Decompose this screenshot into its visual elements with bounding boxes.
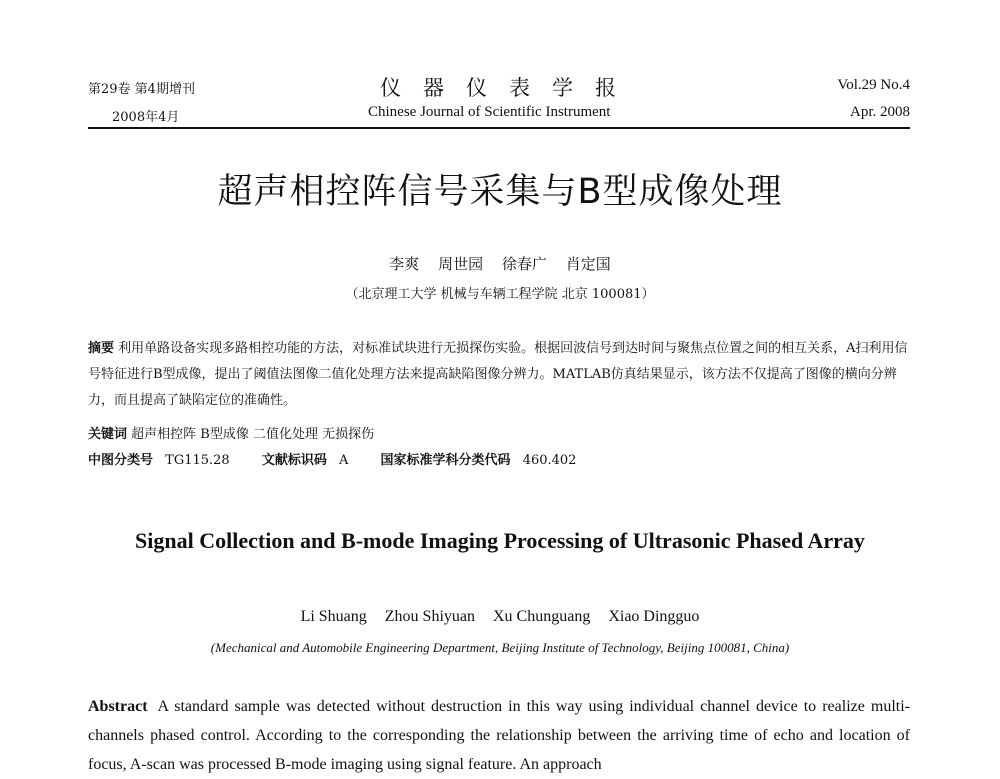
author-en: Zhou Shiyuan	[384, 608, 475, 625]
abstract-en-text: A standard sample was detected without destruction in this way using individual channel device to realize multi-channels phased control. According to the corresponding the relationship between the arriving time of echo and location of focus, A-scan was processed B-mode imaging using signal feature. An approach	[88, 698, 910, 773]
abstract-en	[88, 692, 910, 779]
classification-cn	[88, 448, 910, 474]
volume-issue-cn: 第29卷 第4期增刊	[88, 82, 195, 97]
date-en: Apr. 2008	[850, 104, 910, 120]
std-code-value: 460.402	[522, 453, 577, 468]
doc-code-label: 文献标识码	[261, 453, 327, 468]
journal-name-en: Chinese Journal of Scientific Instrument	[368, 104, 611, 120]
header-rule	[88, 127, 910, 129]
authors-cn	[0, 253, 1000, 274]
author-cn: 李爽	[389, 255, 420, 273]
keywords-cn-label: 关键词	[88, 427, 128, 442]
clc-label: 中图分类号	[88, 453, 154, 468]
author-en: Xiao Dingguo	[608, 608, 700, 625]
clc-value: TG115.28	[165, 453, 230, 468]
abstract-cn	[88, 336, 910, 414]
author-cn: 徐春广	[501, 255, 547, 273]
authors-en	[0, 608, 1000, 626]
std-code-label: 国家标准学科分类代码	[380, 453, 511, 468]
paper-title-cn: 超声相控阵信号采集与B型成像处理	[217, 172, 783, 212]
author-cn: 肖定国	[565, 255, 611, 273]
affiliation-en: (Mechanical and Automobile Engineering Department, Beijing Institute of Technology, Beijing 100081, China)	[210, 640, 790, 655]
volume-issue-en: Vol.29 No.4	[837, 77, 910, 93]
author-en: Li Shuang	[300, 608, 367, 625]
keywords-cn-text: 超声相控阵 B型成像 二值化处理 无损探伤	[131, 427, 375, 442]
author-en: Xu Chunguang	[493, 608, 591, 625]
doc-code-value: A	[339, 453, 349, 468]
paper-title-en: Signal Collection and B-mode Imaging Processing of Ultrasonic Phased Array	[135, 528, 865, 553]
affiliation-cn: （北京理工大学 机械与车辆工程学院 北京 100081）	[345, 287, 655, 302]
date-cn: 2008年4月	[112, 110, 180, 125]
author-cn: 周世园	[438, 255, 484, 273]
abstract-cn-label: 摘要	[88, 341, 115, 356]
journal-name-cn: 仪器仪表学报	[380, 76, 638, 100]
abstract-cn-text: 利用单路设备实现多路相控功能的方法，对标准试块进行无损探伤实验。根据回波信号到达时间与聚焦点位置之间的相互关系，A扫利用信号特征进行B型成像，提出了阈值法图像二值化处理方法来提高缺陷图像分辨力。MATLAB仿真结果显示，该方法不仅提高了图像的横向分辨力，而且提高了缺陷定位的准确性。	[88, 341, 908, 408]
keywords-cn	[88, 422, 910, 448]
abstract-en-label: Abstract	[88, 698, 148, 715]
